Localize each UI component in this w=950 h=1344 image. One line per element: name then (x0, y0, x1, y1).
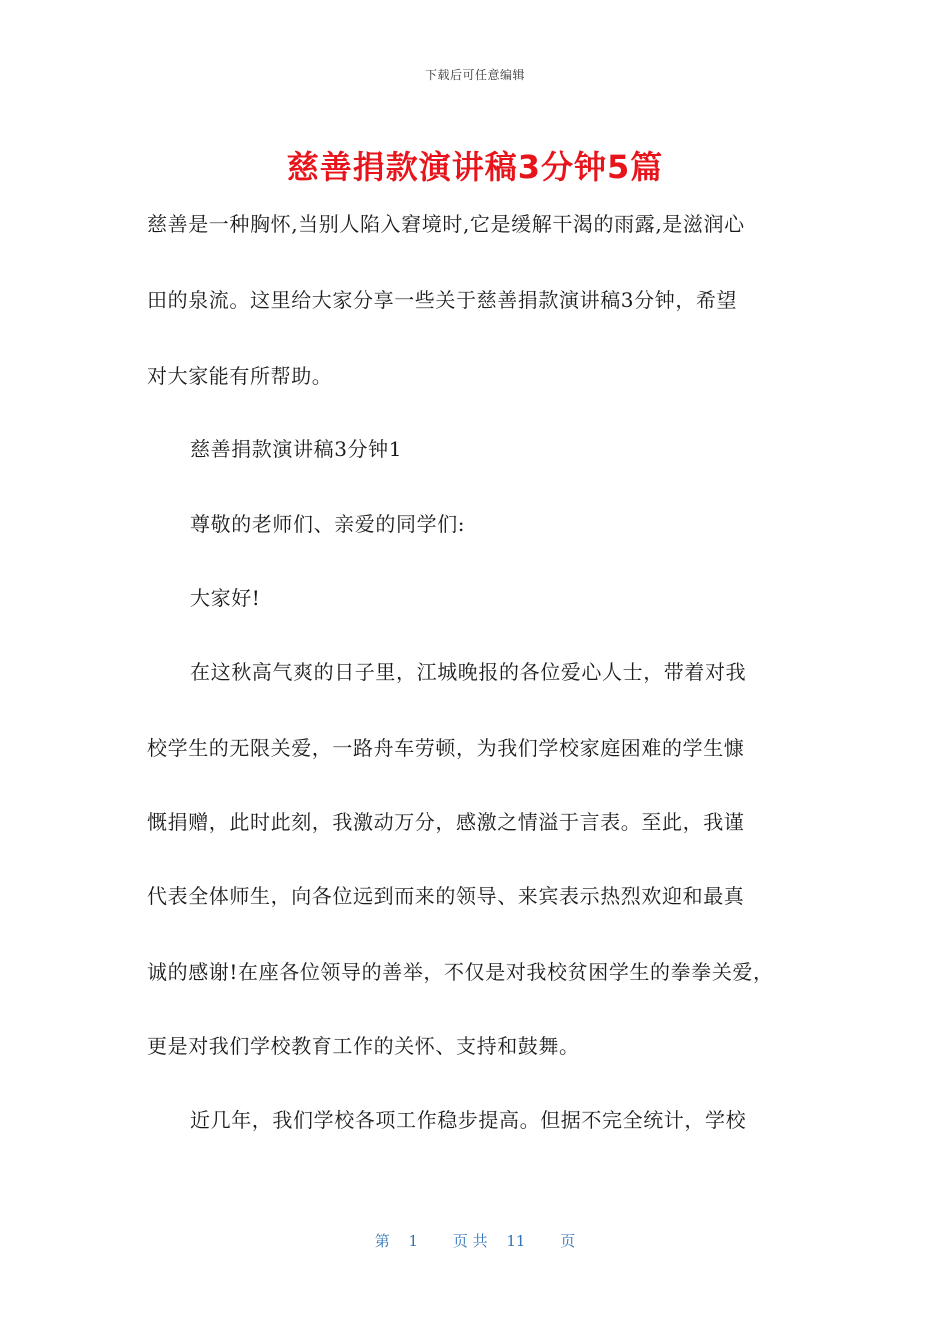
paragraph-line: 慨捐赠，此时此刻，我激动万分，感激之情溢于言表。至此，我谨 (147, 810, 745, 834)
salutation: 尊敬的老师们、亲爱的同学们: (190, 512, 466, 536)
footer-suffix: 页 (560, 1232, 576, 1250)
paragraph-line: 诚的感谢!在座各位领导的善举，不仅是对我校贫困学生的拳拳关爱， (147, 960, 774, 984)
page-footer (0, 1230, 950, 1251)
footer-page-number: 1 (408, 1232, 419, 1250)
paragraph-line: 代表全体师生，向各位远到而来的领导、来宾表示热烈欢迎和最真 (147, 884, 745, 908)
paragraph-line: 校学生的无限关爱，一路舟车劳顿，为我们学校家庭困难的学生慷 (147, 736, 745, 760)
paragraph-line: 田的泉流。这里给大家分享一些关于慈善捐款演讲稿3分钟，希望 (147, 288, 738, 312)
footer-total-pages: 11 (506, 1232, 526, 1250)
section-heading: 慈善捐款演讲稿3分钟1 (190, 437, 403, 461)
paragraph-line: 近几年，我们学校各项工作稳步提高。但据不完全统计，学校 (190, 1108, 747, 1132)
header-note: 下载后可任意编辑 (424, 68, 525, 82)
footer-middle: 页 共 (452, 1232, 488, 1250)
footer-prefix: 第 (374, 1232, 390, 1250)
paragraph-line: 在这秋高气爽的日子里，江城晚报的各位爱心人士，带着对我 (190, 660, 747, 684)
greeting: 大家好! (190, 586, 261, 610)
paragraph-line: 对大家能有所帮助。 (147, 364, 333, 388)
paragraph-line: 慈善是一种胸怀,当别人陷入窘境时,它是缓解干渴的雨露,是滋润心 (147, 212, 745, 236)
document-title: 慈善捐款演讲稿3分钟5篇 (286, 148, 664, 186)
paragraph-line: 更是对我们学校教育工作的关怀、支持和鼓舞。 (147, 1034, 580, 1058)
